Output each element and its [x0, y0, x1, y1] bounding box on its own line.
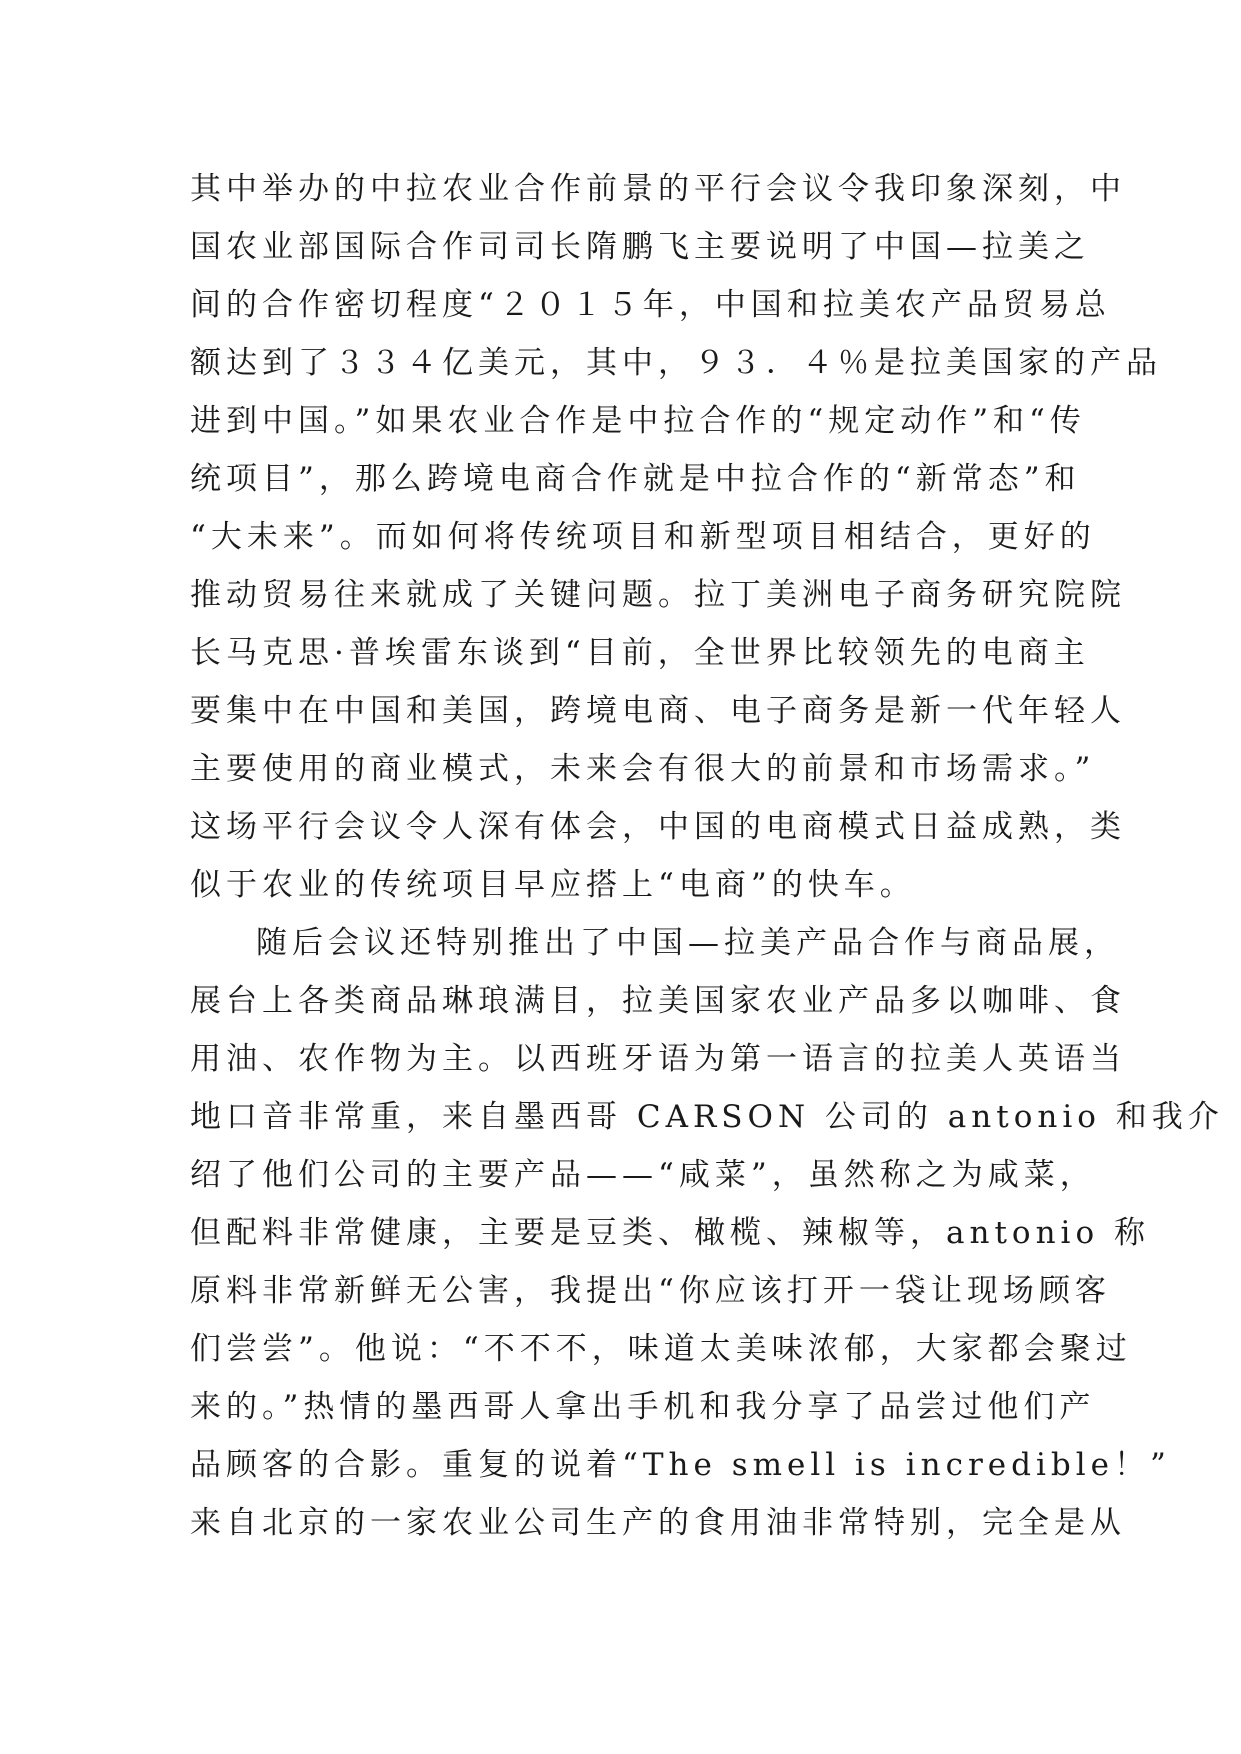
text-line: 其中举办的中拉农业合作前景的平行会议令我印象深刻，中: [190, 171, 1126, 207]
text-line: 国农业部国际合作司司长隋鹏飞主要说明了中国—拉美之: [190, 229, 1090, 265]
text-line: 这场平行会议令人深有体会，中国的电商模式日益成熟，类: [190, 809, 1126, 845]
text-line: 来自北京的一家农业公司生产的食用油非常特别，完全是从: [190, 1505, 1126, 1541]
paragraph-first-line: 随后会议还特别推出了中国—拉美产品合作与商品展，: [256, 925, 1120, 961]
text-line: 们尝尝”。他说：“不不不，味道太美味浓郁，大家都会聚过: [190, 1331, 1132, 1367]
text-line: 似于农业的传统项目早应搭上“电商”的快车。: [190, 867, 916, 903]
text-line: 原料非常新鲜无公害，我提出“你应该打开一袋让现场顾客: [190, 1273, 1111, 1309]
text-line: 绍了他们公司的主要产品——“咸菜”，虽然称之为咸菜，: [190, 1157, 1096, 1193]
text-line: 地口音非常重，来自墨西哥 CARSON 公司的 antonio 和我介: [190, 1099, 1224, 1135]
text-line: “大未来”。而如何将传统项目和新型项目相结合，更好的: [190, 519, 1096, 555]
text-line: 统项目”，那么跨境电商合作就是中拉合作的“新常态”和: [190, 461, 1081, 497]
text-line: 长马克思·普埃雷东谈到“目前，全世界比较领先的电商主: [190, 635, 1090, 671]
text-line: 间的合作密切程度“２０１５年，中国和拉美农产品贸易总: [190, 287, 1111, 323]
text-line: 主要使用的商业模式，未来会有很大的前景和市场需求。”: [190, 751, 1096, 787]
text-line: 用油、农作物为主。以西班牙语为第一语言的拉美人英语当: [190, 1041, 1126, 1077]
text-line: 额达到了３３４亿美元，其中，９３．４％是拉美国家的产品: [190, 345, 1162, 381]
text-line: 来的。”热情的墨西哥人拿出手机和我分享了品尝过他们产: [190, 1389, 1096, 1425]
text-line: 进到中国。”如果农业合作是中拉合作的“规定动作”和“传: [190, 403, 1086, 439]
text-line: 展台上各类商品琳琅满目，拉美国家农业产品多以咖啡、食: [190, 983, 1126, 1019]
text-line: 品顾客的合影。重复的说着“The smell is incredible！”: [190, 1447, 1171, 1483]
text-line: 但配料非常健康，主要是豆类、橄榄、辣椒等，antonio 称: [190, 1215, 1150, 1251]
text-line: 要集中在中国和美国，跨境电商、电子商务是新一代年轻人: [190, 693, 1126, 729]
body-text: [190, 160, 1224, 1552]
text-line: 推动贸易往来就成了关键问题。拉丁美洲电子商务研究院院: [190, 577, 1126, 613]
